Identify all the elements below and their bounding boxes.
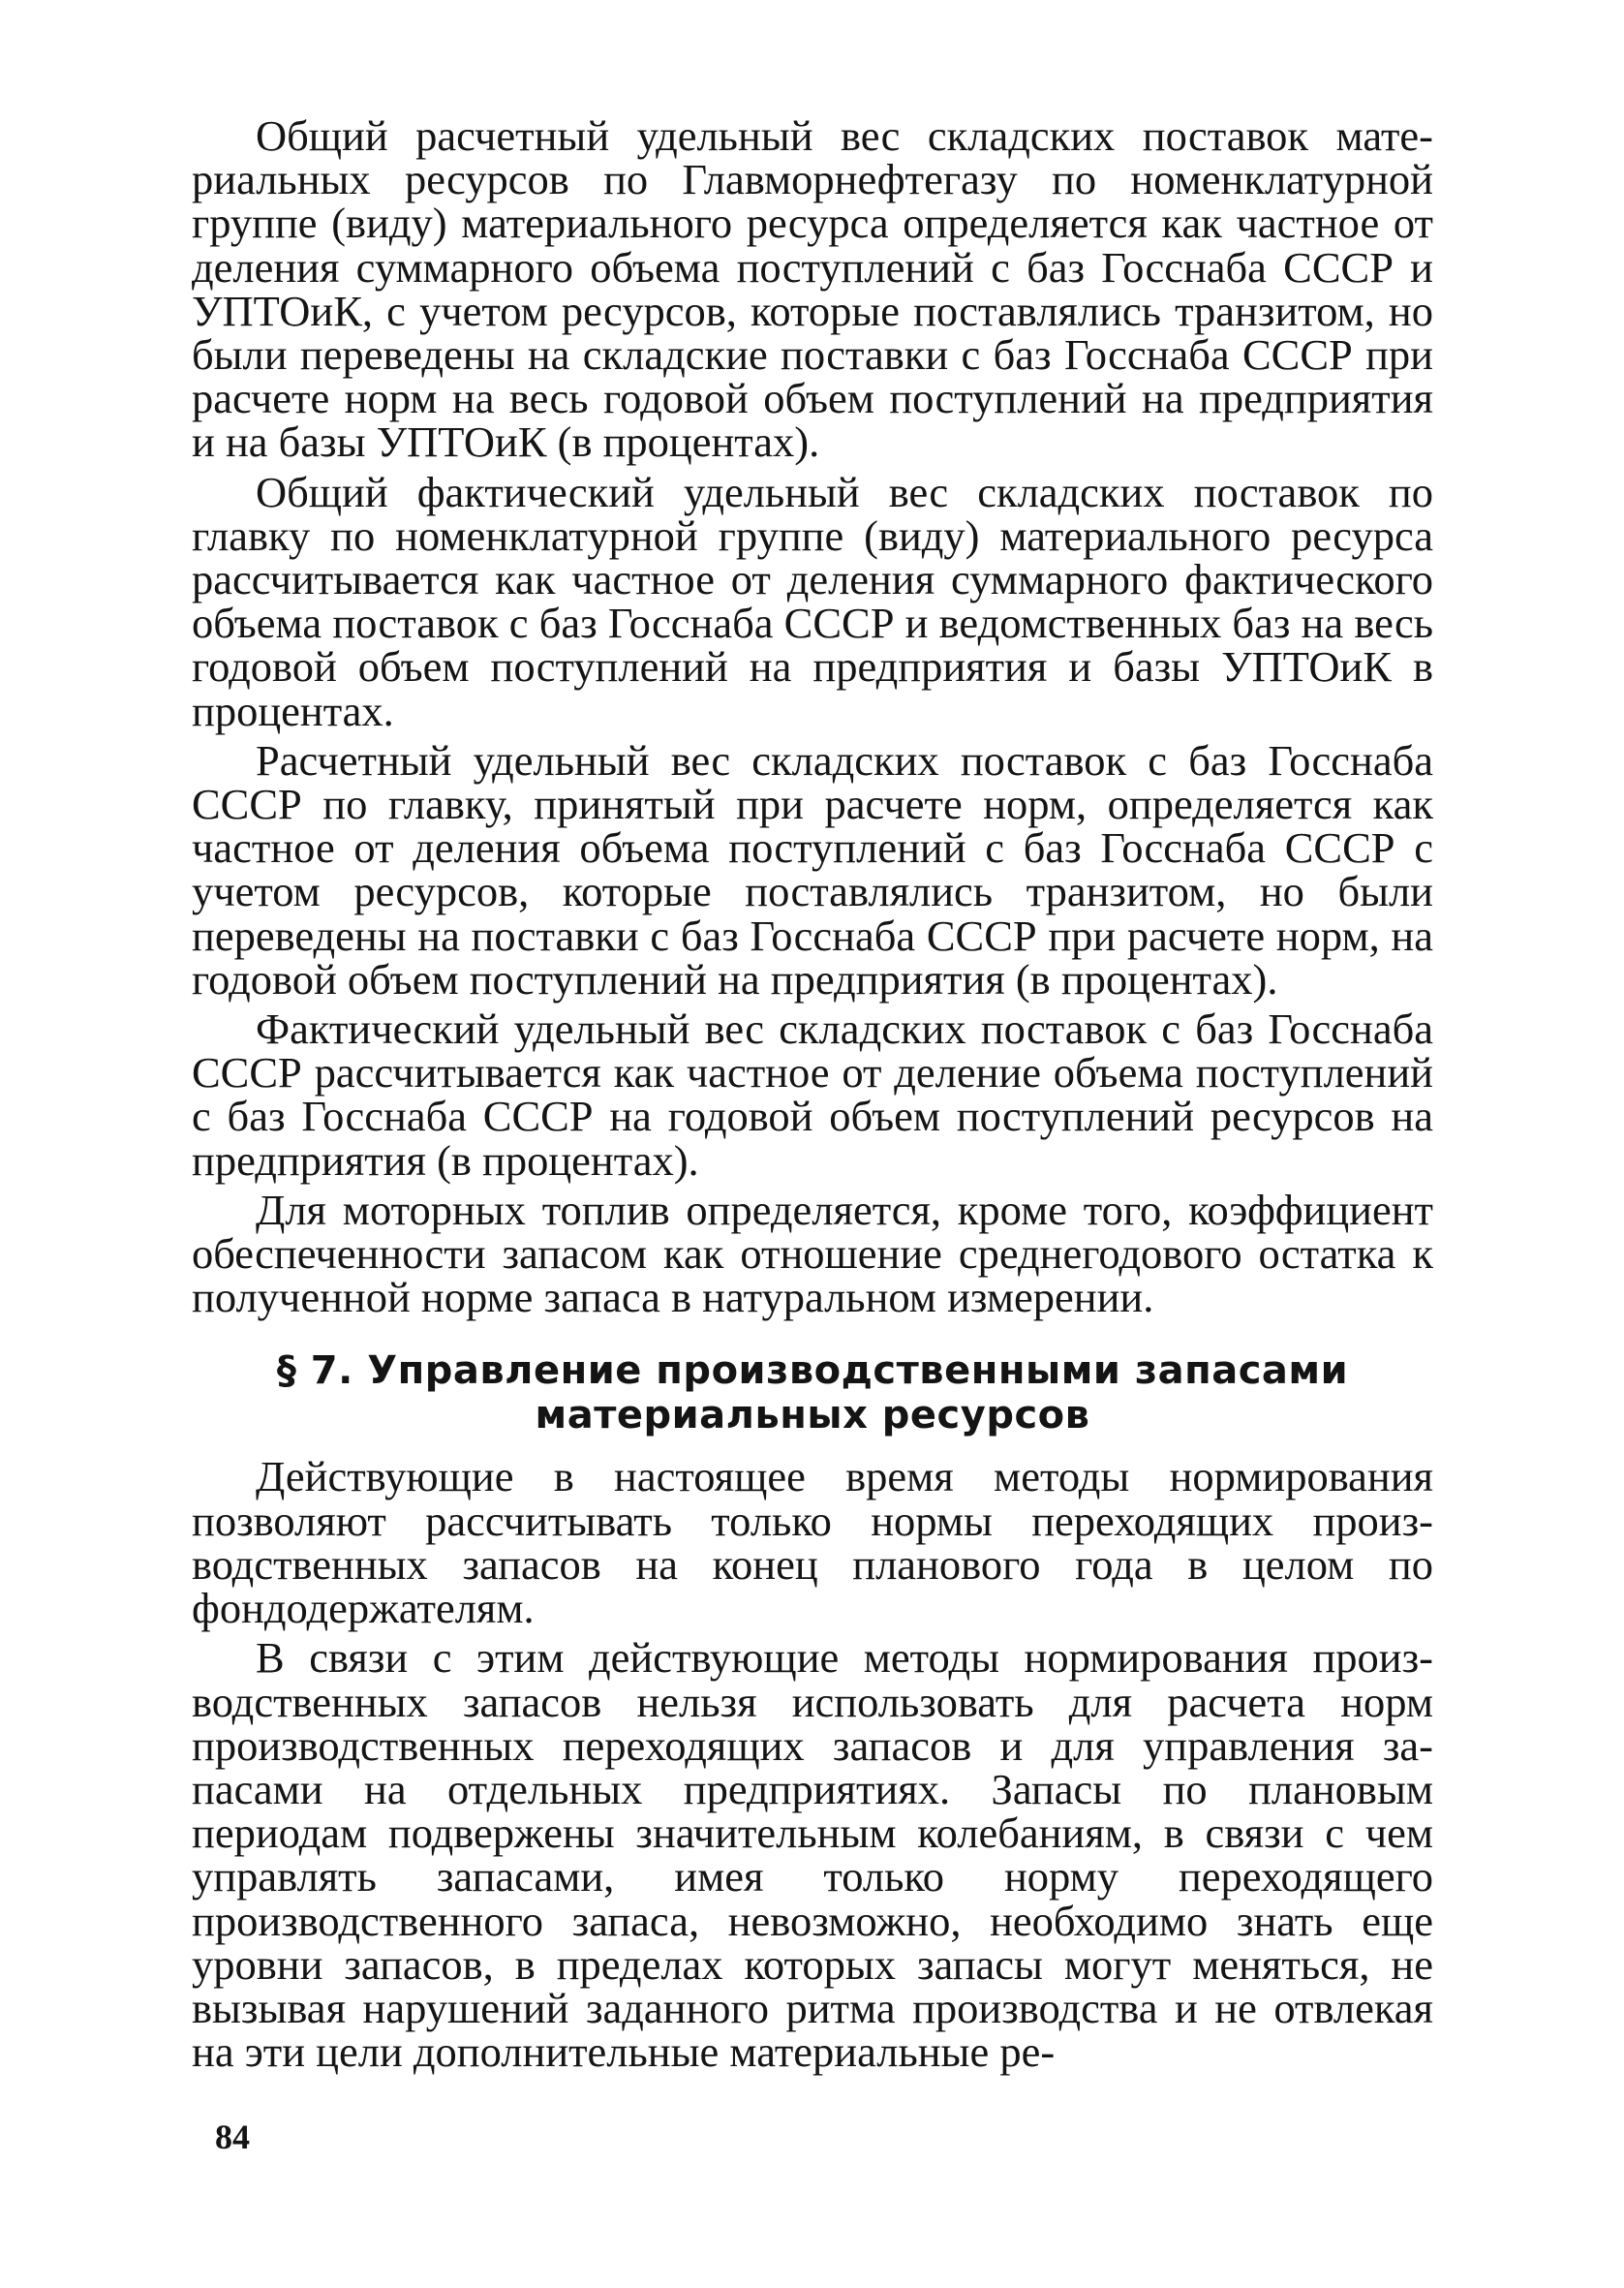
paragraph-calculated-share-gossnab: Расчетный удельный вес складских поставок с баз Госснаба СССР по главку, принятый при расчете норм, определяется как частное от деления объема поступлений с баз Госснаба СССР с учетом ресурсов, которые поставлялись транзитом, но были переведены на поставки с баз Госснаба СССР при расчете норм, на годовой объем поступлений на предприятия (в процентах). bbox=[192, 735, 1433, 1004]
paragraph-consequences: В связи с этим действующие методы нормирования производственных запасов нельзя использовать для расчета норм производственных переходящих запасов и для управления запасами на отдельных предприятиях. Запасы по плановым периодам подвержены значительным колебаниям, в связи с чем управлять запасами, имея только норму переходящего производственного запаса, невозможно, необходимо знать еще уровни запасов, в пределах которых запасы могут меняться, не вызывая нарушений заданного ритма производства и не отвлекая на эти цели дополнительные материальные ре- bbox=[192, 1633, 1433, 2077]
paragraph-calculated-share-total: Общий расчетный удельный вес складских поставок материальных ресурсов по Главморнефтегазу по номенклатурной группе (виду) материального ресурса определяется как частное от деления суммарного объема поступлений с баз Госснаба СССР и УПТОиК, с учетом ресурсов, которые поставлялись транзитом, но были переведены на складские поставки с баз Госснаба СССР при расчете норм на весь годовой объем поступлений на предприятия и на базы УПТОиК (в процентах). bbox=[192, 111, 1433, 467]
paragraph-current-methods: Действующие в настоящее время методы нормирования позволяют рассчитывать только нормы переходящих производственных запасов на конец планового года в целом по фондодержателям. bbox=[192, 1452, 1433, 1633]
section-heading-line-2: материальных ресурсов bbox=[535, 1393, 1090, 1438]
section-heading bbox=[192, 1348, 1433, 1438]
paragraph-motor-fuels: Для моторных топлив определяется, кроме того, коэффициент обеспеченности запасом как отношение среднегодового остатка к полученной норме запаса в натуральном измерении. bbox=[192, 1185, 1433, 1322]
paragraph-actual-share-gossnab: Фактический удельный вес складских поставок с баз Госснаба СССР рассчитывается как частное от деление объема поступлений с баз Госснаба СССР на годовой объем поступлений ресурсов на предприятия (в процентах). bbox=[192, 1005, 1433, 1185]
paragraph-actual-share-total: Общий фактический удельный вес складских поставок по главку по номенклатурной группе (виду) материального ресурса рассчитывается как частное от деления суммарного фактического объема поставок с баз Госснаба СССР и ведомственных баз на весь годовой объем поступлений на предприятия и базы УПТОиК в процентах. bbox=[192, 467, 1433, 735]
page-body bbox=[192, 111, 1433, 2080]
page-number: 84 bbox=[215, 2118, 250, 2156]
section-heading-line-1: § 7. Управление производственными запасами bbox=[276, 1348, 1349, 1394]
